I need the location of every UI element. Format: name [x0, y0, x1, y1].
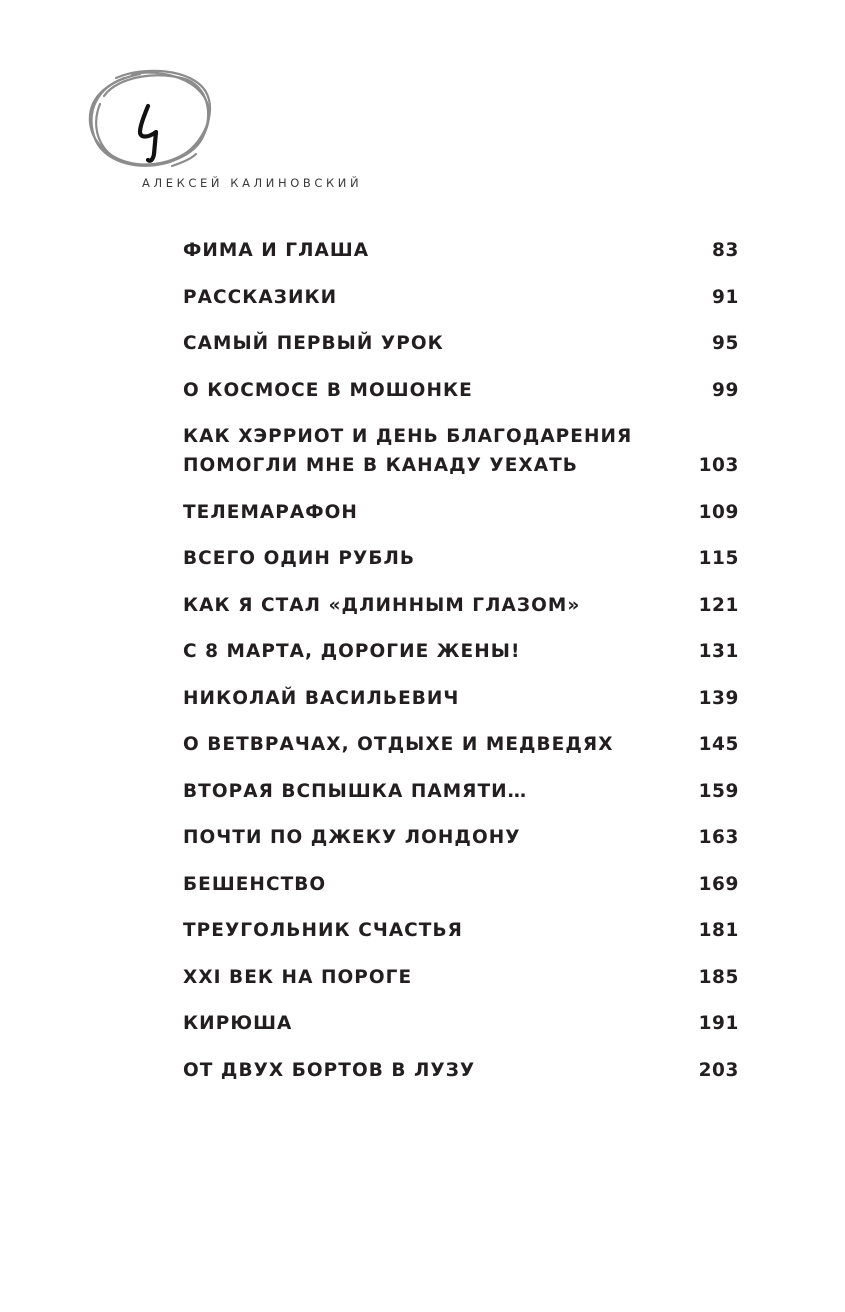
toc-entry-page-number: 109 — [698, 501, 739, 523]
toc-entry — [183, 283, 739, 312]
toc-entry-title-line: XXI ВЕК НА ПОРОГЕ — [183, 966, 413, 988]
toc-entry — [183, 1009, 739, 1038]
toc-entry — [183, 963, 739, 992]
toc-entry-title-line: ПОМОГЛИ МНЕ В КАНАДУ УЕХАТЬ — [183, 455, 578, 476]
toc-entry-title — [183, 637, 520, 666]
toc-entry-page-number: 91 — [712, 286, 739, 308]
toc-entry — [183, 684, 739, 713]
toc-entry — [183, 1056, 739, 1085]
toc-entry — [183, 730, 739, 759]
toc-entry-page-number: 139 — [698, 687, 739, 709]
toc-entry — [183, 591, 739, 620]
toc-entry — [183, 498, 739, 527]
toc-entry-page-number: 181 — [698, 920, 739, 941]
toc-entry-title-line: ТЕЛЕМАРАФОН — [183, 501, 358, 523]
toc-entry-page-number: 121 — [698, 594, 739, 616]
toc-entry-title — [183, 544, 415, 573]
toc-entry-title-line: НИКОЛАЙ ВАСИЛЬЕВИЧ — [183, 687, 460, 709]
toc-entry-title — [183, 1009, 292, 1038]
toc-entry-title-line: БЕШЕНСТВО — [183, 873, 327, 895]
toc-entry-title — [183, 870, 326, 899]
toc-entry-title-line: КАК ХЭРРИОТ И ДЕНЬ БЛАГОДАРЕНИЯ — [183, 426, 633, 447]
toc-entry-title-line: О ВЕТВРАЧАХ, ОТДЫХЕ И МЕДВЕДЯХ — [183, 734, 614, 755]
toc-entry-page-number: 83 — [712, 240, 739, 261]
toc-entry-title — [183, 236, 369, 265]
toc-entry — [183, 329, 739, 358]
toc-entry-page-number: 131 — [698, 641, 739, 662]
toc-entry-page-number: 185 — [698, 966, 739, 988]
logo-glyph-icon — [140, 106, 156, 161]
author-name: АЛЕКСЕЙ КАЛИНОВСКИЙ — [142, 176, 363, 190]
scribble-circle-logo-icon — [84, 66, 218, 174]
toc-entry-title — [183, 283, 337, 312]
toc-entry — [183, 422, 739, 480]
toc-entry — [183, 544, 739, 573]
toc-entry-title-line: РАССКАЗИКИ — [183, 286, 338, 308]
toc-entry-title-line: КАК Я СТАЛ «ДЛИННЫМ ГЛАЗОМ» — [183, 594, 581, 616]
toc-entry-title — [183, 422, 632, 480]
toc-entry-title — [183, 329, 444, 358]
toc-entry — [183, 637, 739, 666]
toc-entry-page-number: 99 — [712, 379, 739, 401]
toc-entry — [183, 870, 739, 899]
toc-entry-title — [183, 730, 614, 759]
toc-entry-title-line: ПОЧТИ ПО ДЖЕКУ ЛОНДОНУ — [183, 827, 521, 848]
toc-entry-title — [183, 498, 358, 527]
toc-entry — [183, 777, 739, 806]
toc-entry-title — [183, 591, 580, 620]
toc-entry-title — [183, 823, 521, 852]
toc-entry-title-line: ТРЕУГОЛЬНИК СЧАСТЬЯ — [183, 920, 463, 941]
toc-entry-page-number: 169 — [698, 873, 739, 895]
toc-entry-page-number: 163 — [698, 827, 739, 848]
toc-entry-title-line: О КОСМОСЕ В МОШОНКЕ — [183, 379, 473, 401]
toc-entry-page-number: 145 — [698, 734, 739, 755]
toc-entry — [183, 236, 739, 265]
toc-entry-title-line: САМЫЙ ПЕРВЫЙ УРОК — [183, 333, 444, 354]
toc-entry-title — [183, 916, 463, 945]
toc-entry — [183, 823, 739, 852]
toc-entry-page-number: 191 — [698, 1013, 739, 1034]
toc-entry-page-number: 95 — [712, 333, 739, 354]
toc-entry-title-line: С 8 МАРТА, ДОРОГИЕ ЖЕНЫ! — [183, 641, 521, 662]
toc-entry-title — [183, 963, 412, 992]
table-of-contents — [183, 236, 739, 1102]
toc-entry-title — [183, 684, 459, 713]
toc-entry-title-line: КИРЮША — [183, 1013, 293, 1034]
toc-entry-page-number: 203 — [698, 1059, 739, 1081]
toc-entry-title — [183, 376, 473, 405]
toc-entry-title-line: ОТ ДВУХ БОРТОВ В ЛУЗУ — [183, 1059, 476, 1081]
toc-entry-title — [183, 1056, 475, 1085]
toc-entry — [183, 916, 739, 945]
toc-entry-page-number: 115 — [698, 548, 739, 569]
toc-entry-title — [183, 777, 527, 806]
toc-entry — [183, 376, 739, 405]
toc-entry-title-line: ВСЕГО ОДИН РУБЛЬ — [183, 548, 416, 569]
toc-entry-title-line: ФИМА И ГЛАША — [183, 240, 370, 261]
toc-entry-page-number: 159 — [698, 780, 739, 802]
toc-entry-page-number: 103 — [698, 455, 739, 476]
toc-entry-title-line: ВТОРАЯ ВСПЫШКА ПАМЯТИ… — [183, 780, 528, 802]
